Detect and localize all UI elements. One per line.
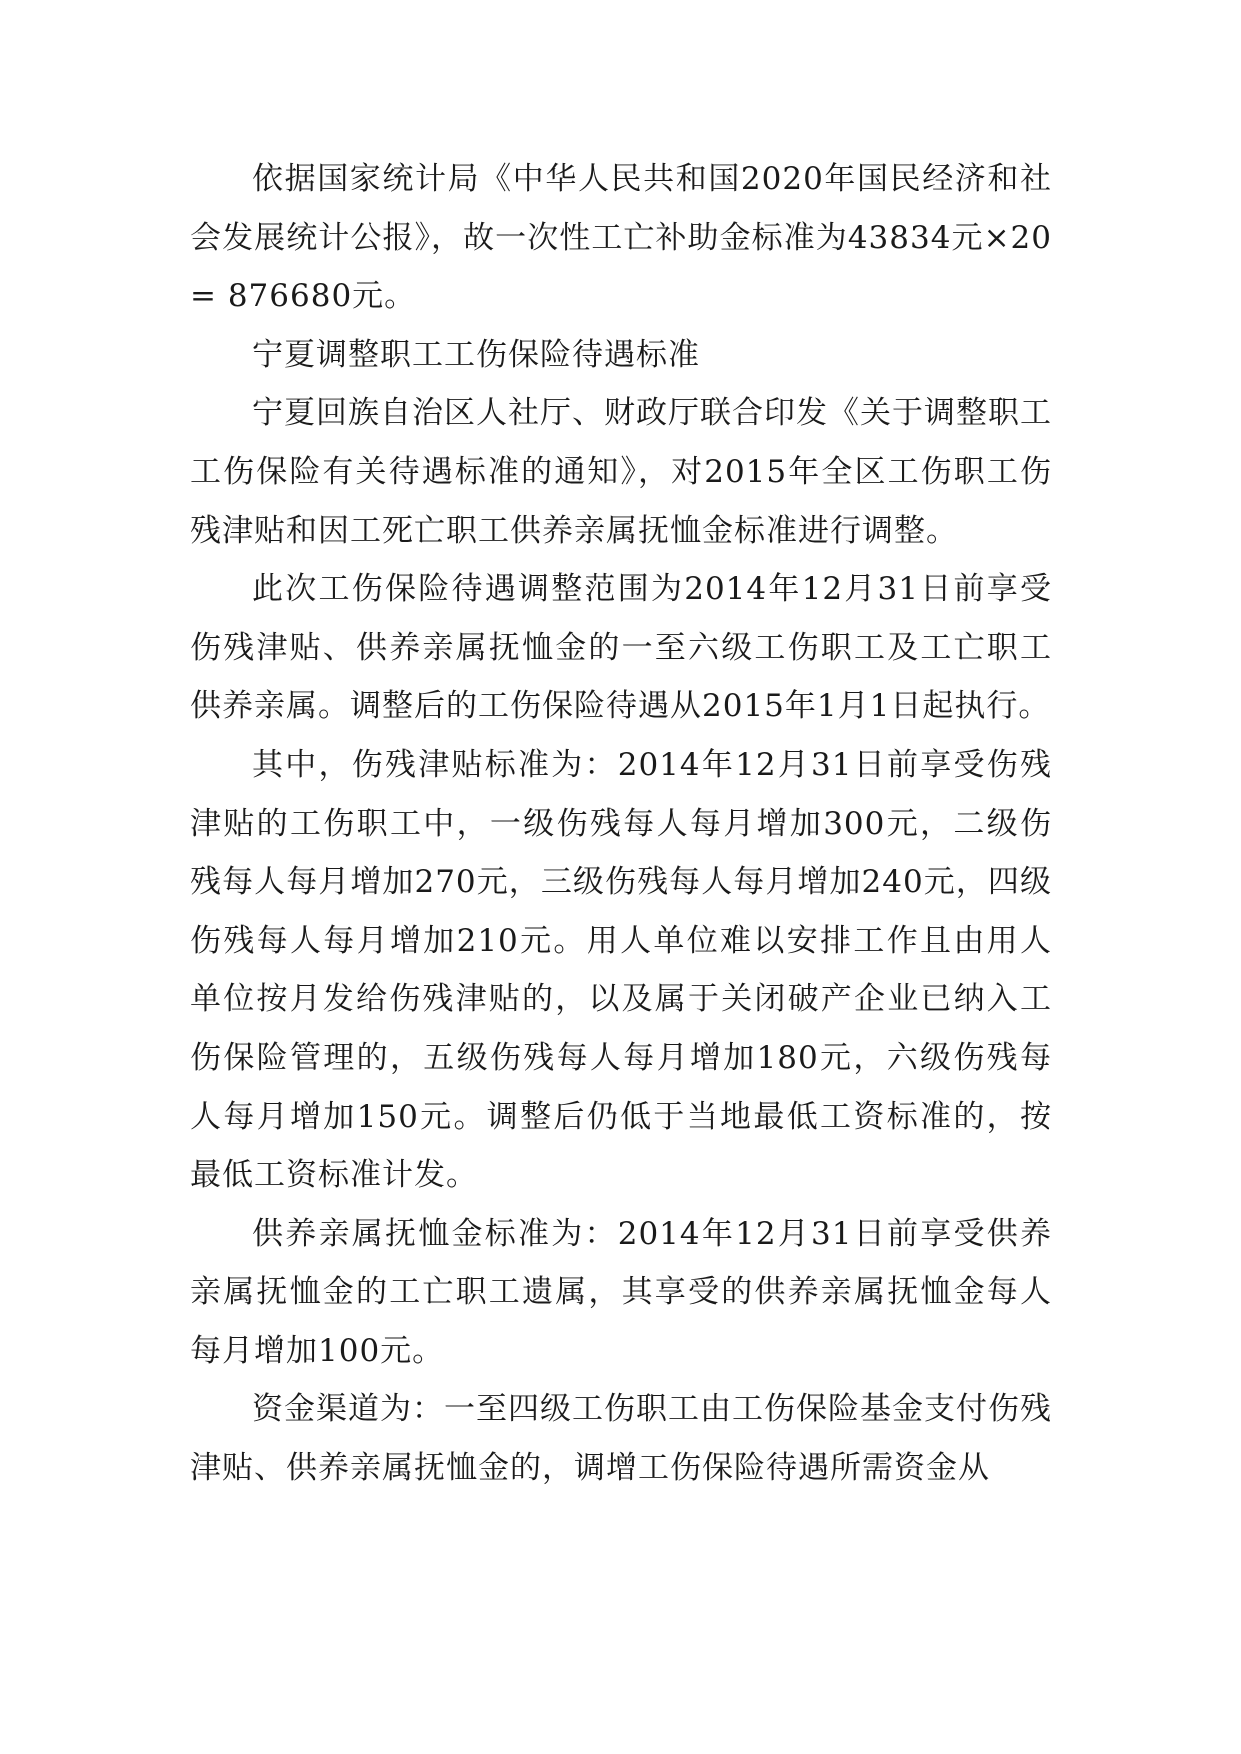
paragraph-compensation-basis: 依据国家统计局《中华人民共和国2020年国民经济和社会发展统计公报》，故一次性工亡补助金标准为43834元×20= 876680元。 — [190, 161, 1052, 315]
paragraph-dependent-pension: 供养亲属抚恤金标准为：2014年12月31日前享受供养亲属抚恤金的工亡职工遗属，其享受的供养亲属抚恤金每人每月增加100元。 — [190, 1215, 1052, 1369]
section-heading: 宁夏调整职工工伤保险待遇标准 — [252, 336, 700, 373]
document-body — [190, 150, 1052, 1498]
paragraph-disability-allowance: 其中，伤残津贴标准为：2014年12月31日前享受伤残津贴的工伤职工中，一级伤残每人每月增加300元，二级伤残每人每月增加270元，三级伤残每人每月增加240元，四级伤残每人每月增加210元。用人单位难以安排工作且由用人单位按月发给伤残津贴的，以及属于关闭破产企业已纳入工伤保险管理的，五级伤残每人每月增加180元，六级伤残每人每月增加150元。调整后仍低于当地最低工资标准的，按最低工资标准计发。 — [190, 746, 1052, 1194]
paragraph-funding-channel: 资金渠道为：一至四级工伤职工由工伤保险基金支付伤残津贴、供养亲属抚恤金的，调增工伤保险待遇所需资金从 — [190, 1391, 1052, 1487]
paragraph-scope: 此次工伤保险待遇调整范围为2014年12月31日前享受伤残津贴、供养亲属抚恤金的一至六级工伤职工及工亡职工供养亲属。调整后的工伤保险待遇从2015年1月1日起执行。 — [190, 571, 1052, 725]
paragraph-notice: 宁夏回族自治区人社厅、财政厅联合印发《关于调整职工工伤保险有关待遇标准的通知》，对2015年全区工伤职工伤残津贴和因工死亡职工供养亲属抚恤金标准进行调整。 — [190, 395, 1052, 549]
